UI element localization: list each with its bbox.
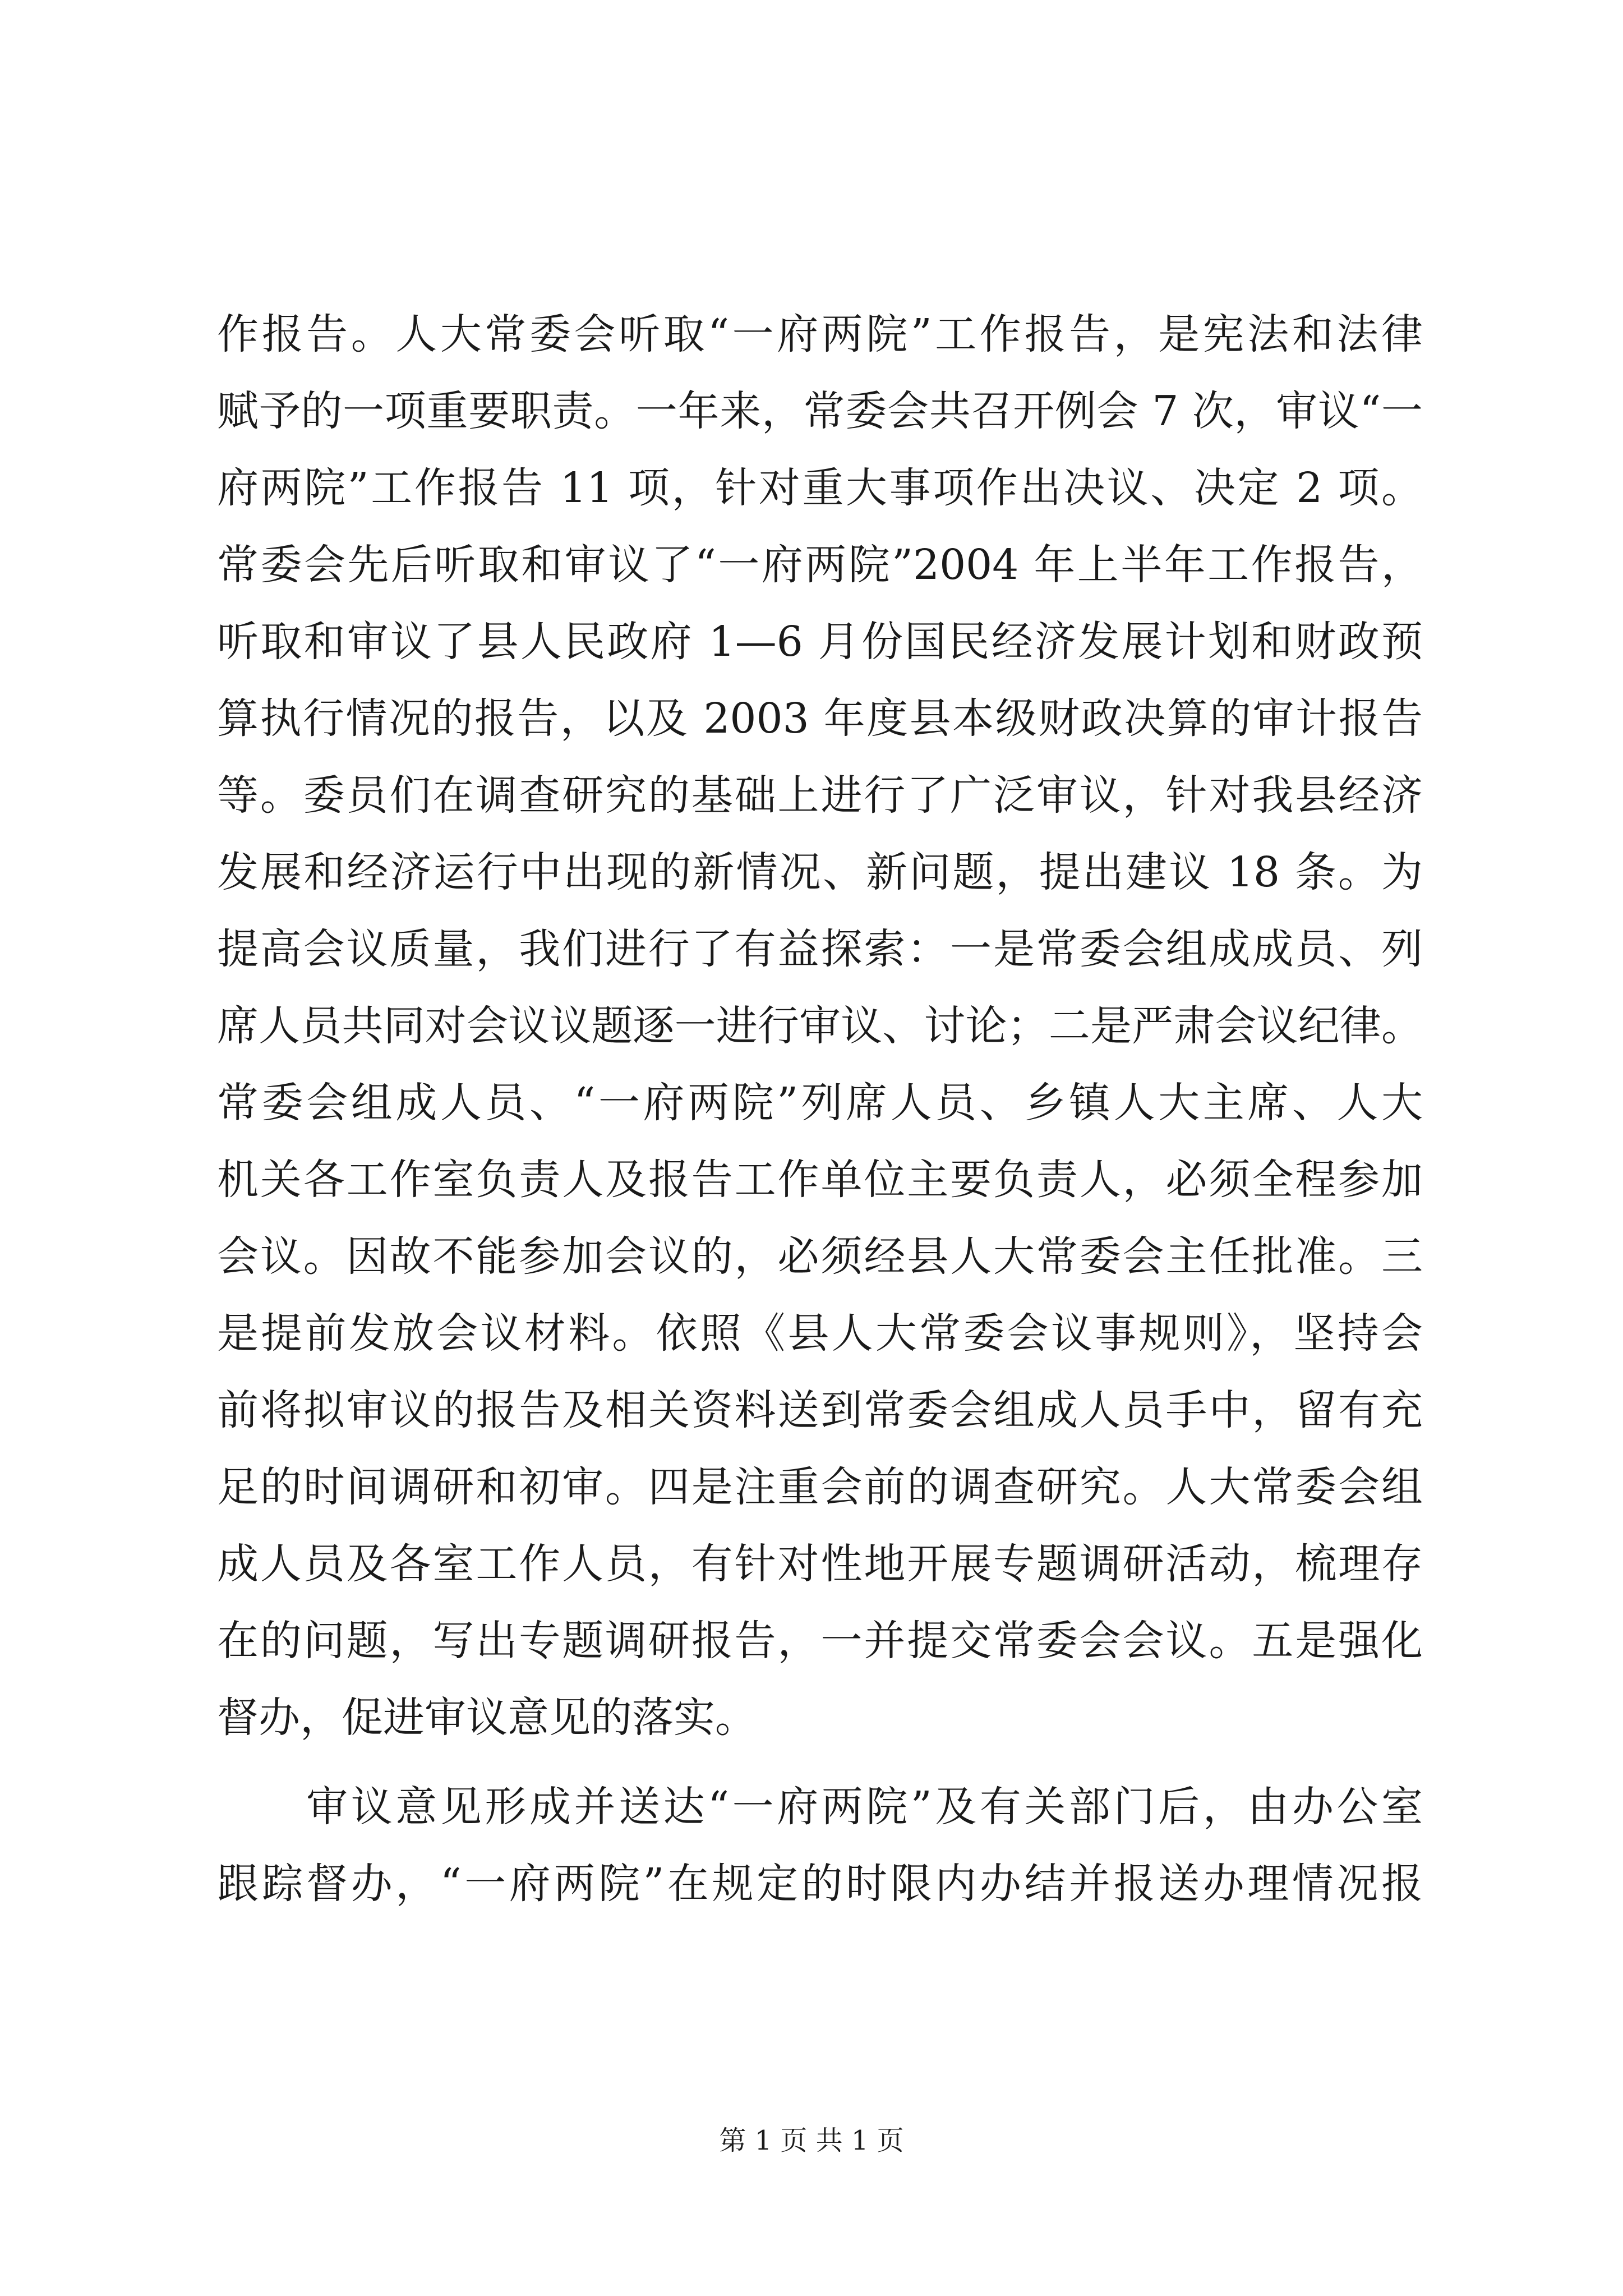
text-line: 席人员共同对会议议题逐一进行审议、讨论；二是严肃会议纪律。 <box>217 1002 1423 1050</box>
text-line: 是提前发放会议材料。依照《县人大常委会议事规则》，坚持会 <box>217 1309 1423 1358</box>
text-line: 跟踪督办，“一府两院”在规定的时限内办结并报送办理情况报 <box>217 1860 1423 1908</box>
text-line: 审议意见形成并送达“一府两院”及有关部门后，由办公室 <box>217 1783 1423 1831</box>
text-line: 在的问题，写出专题调研报告，一并提交常委会会议。五是强化 <box>217 1617 1423 1665</box>
text-line: 督办，促进审议意见的落实。 <box>217 1694 757 1742</box>
text-line: 府两院”工作报告 11 项，针对重大事项作出决议、决定 2 项。 <box>217 464 1423 512</box>
text-line: 提高会议质量，我们进行了有益探索：一是常委会组成成员、列 <box>217 925 1423 973</box>
text-line: 听取和审议了县人民政府 1—6 月份国民经济发展计划和财政预 <box>217 618 1423 666</box>
text-line: 算执行情况的报告，以及 2003 年度县本级财政决算的审计报告 <box>217 694 1423 743</box>
text-line: 成人员及各室工作人员，有针对性地开展专题调研活动，梳理存 <box>217 1540 1423 1588</box>
text-line: 发展和经济运行中出现的新情况、新问题，提出建议 18 条。为 <box>217 848 1423 896</box>
page-footer: 第 1 页 共 1 页 <box>719 2125 904 2156</box>
text-line: 等。委员们在调查研究的基础上进行了广泛审议，针对我县经济 <box>217 771 1423 820</box>
text-line: 足的时间调研和初审。四是注重会前的调查研究。人大常委会组 <box>217 1463 1423 1511</box>
text-line: 作报告。人大常委会听取“一府两院”工作报告，是宪法和法律 <box>217 310 1423 358</box>
text-line: 会议。因故不能参加会议的，必须经县人大常委会主任批准。三 <box>217 1232 1423 1281</box>
text-line: 赋予的一项重要职责。一年来，常委会共召开例会 7 次，审议“一 <box>217 387 1423 435</box>
text-line: 前将拟审议的报告及相关资料送到常委会组成人员手中，留有充 <box>217 1386 1423 1434</box>
body-text <box>217 296 1423 1922</box>
paragraph-gap <box>217 1756 1423 1769</box>
text-line: 常委会组成人员、“一府两院”列席人员、乡镇人大主席、人大 <box>217 1079 1423 1127</box>
text-line: 机关各工作室负责人及报告工作单位主要负责人，必须全程参加 <box>217 1156 1423 1204</box>
text-line: 常委会先后听取和审议了“一府两院”2004 年上半年工作报告， <box>217 541 1423 589</box>
